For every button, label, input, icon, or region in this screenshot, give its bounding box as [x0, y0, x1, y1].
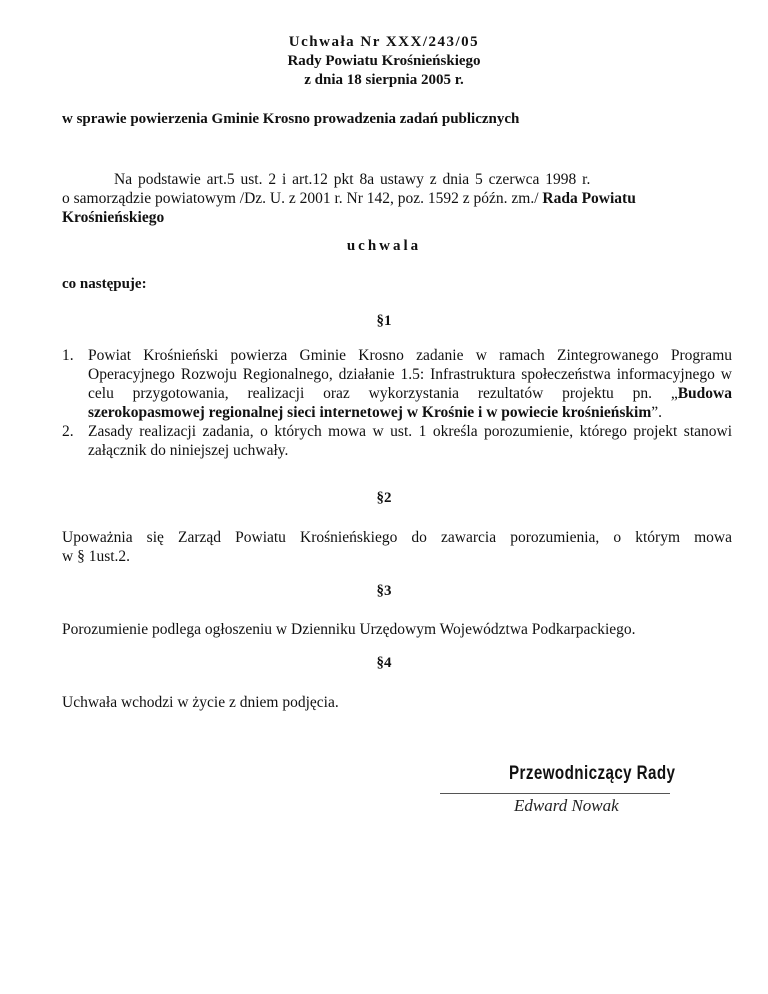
- preamble-line-1: Na podstawie art.5 ust. 2 i art.12 pkt 8a ustawy z dnia 5 czerwca 1998 r.: [114, 171, 591, 188]
- list-item-text: Zasady realizacji zadania, o których mowa w ust. 1 określa porozumienie, którego projekt stanowi załącznik do niniejszej uchwały.: [88, 423, 732, 459]
- section-2-line-1: Upoważnia się Zarząd Powiatu Krośnieńskiego do zawarcia porozumienia, o którym mowa: [62, 529, 732, 546]
- section-3-text: Porozumienie podlega ogłoszeniu w Dzienniku Urzędowym Województwa Podkarpackiego.: [62, 621, 636, 638]
- signature-line: [440, 793, 670, 794]
- section-1-title: §1: [376, 313, 392, 329]
- as-follows-label: co następuje:: [62, 276, 147, 292]
- list-item: [62, 422, 732, 460]
- resolution-subject: w sprawie powierzenia Gminie Krosno prowadzenia zadań publicznych: [62, 111, 520, 127]
- section-2-text: [62, 528, 732, 566]
- resolves-heading: uchwala: [346, 238, 422, 254]
- list-item-number: 2.: [62, 423, 74, 440]
- section-4-text: Uchwała wchodzi w życie z dniem podjęcia.: [62, 694, 339, 711]
- resolution-number: Uchwała Nr XXX/243/05: [288, 34, 480, 50]
- preamble: [62, 170, 732, 227]
- list-item-number: 1.: [62, 347, 74, 364]
- section-4-title: §4: [376, 655, 392, 671]
- preamble-line-2: [62, 189, 732, 208]
- council-name: Rady Powiatu Krośnieńskiego: [287, 53, 481, 69]
- preamble-council: Rada Powiatu: [542, 190, 636, 207]
- section-1-list: [62, 346, 732, 460]
- resolution-date: z dnia 18 sierpnia 2005 r.: [304, 72, 464, 88]
- preamble-council-cont: Krośnieńskiego: [62, 209, 165, 226]
- section-2-title: §2: [376, 490, 392, 506]
- list-item-text: Powiat Krośnieński powierza Gminie Krosno zadanie w ramach Zintegrowanego Programu Operacyjnego Rozwoju Regionalnego, działanie 1.5: Infrastruktura społeczeństwa informacyjnego w celu przygotowania, realizacji oraz wykorzystania rezultatów projektu pn. „: [88, 347, 732, 402]
- signature-name: Edward Nowak: [514, 796, 619, 815]
- preamble-legal-basis: o samorządzie powiatowym /Dz. U. z 2001 r. Nr 142, poz. 1592 z późn. zm./: [62, 190, 539, 207]
- list-item: [62, 346, 732, 422]
- signature-title: Przewodniczący Rady: [509, 763, 676, 784]
- section-3-title: §3: [376, 583, 392, 599]
- list-item-text-end: ”.: [651, 404, 663, 421]
- project-name: Budowa szerokopasmowej regionalnej sieci internetowej w Krośnie i w powiecie krośnieńskim: [88, 385, 732, 421]
- section-2-line-2: w § 1ust.2.: [62, 548, 131, 565]
